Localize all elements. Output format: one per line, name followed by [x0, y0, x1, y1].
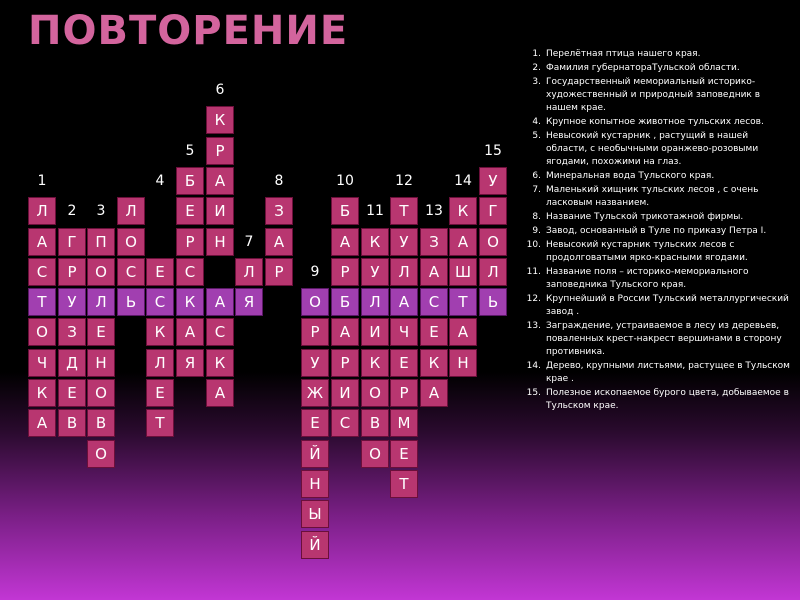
clue-number-label: 2	[67, 203, 77, 219]
crossword-cell: О	[361, 440, 389, 468]
clue-item	[520, 320, 792, 359]
clue-item	[520, 239, 792, 265]
clue-number-label: 14	[454, 173, 472, 189]
clue-text: Название поля – историко-мемориального заповедника Тульского края.	[546, 267, 749, 290]
clue-item	[520, 293, 792, 319]
crossword-cell: Е	[146, 258, 174, 286]
keyword-cell: Т	[449, 288, 477, 316]
clue-text: Невысокий кустарник , растущий в нашей области, с необычными оранжево-розовыми ягодами, похожими на глаз.	[546, 131, 759, 167]
crossword-cell: Л	[146, 349, 174, 377]
clue-number: 1.	[532, 49, 541, 59]
clue-number-label: 13	[425, 203, 443, 219]
clue-number-label: 8	[274, 173, 284, 189]
clue-item	[520, 266, 792, 292]
crossword-cell: О	[28, 318, 56, 346]
keyword-cell: Ь	[117, 288, 145, 316]
crossword-cell: Е	[390, 349, 418, 377]
clue-number: 11.	[526, 267, 541, 277]
clue-number-label: 5	[185, 143, 195, 159]
crossword-cell: К	[28, 379, 56, 407]
crossword-cell: Р	[331, 349, 359, 377]
crossword-cell: Л	[390, 258, 418, 286]
crossword-cell: Л	[479, 258, 507, 286]
clue-text: Дерево, крупными листьями, растущее в Тульском крае .	[546, 361, 790, 384]
crossword-cell: О	[87, 258, 115, 286]
crossword-cell: А	[331, 228, 359, 256]
crossword-cell: Л	[28, 197, 56, 225]
crossword-cell: Г	[58, 228, 86, 256]
crossword-cell: Н	[449, 349, 477, 377]
crossword-cell: О	[87, 379, 115, 407]
clue-item	[520, 184, 792, 210]
clue-list	[520, 48, 792, 414]
crossword-cell: Ы	[301, 500, 329, 528]
clue-item	[520, 225, 792, 238]
clue-text: Заграждение, устраиваемое в лесу из деревьев, поваленных крест-накрест вершинами в сторону противника.	[546, 321, 782, 357]
clue-number-label: 12	[395, 173, 413, 189]
crossword-cell: Ч	[28, 349, 56, 377]
crossword-cell: З	[58, 318, 86, 346]
clue-number: 6.	[532, 171, 541, 181]
keyword-cell: А	[206, 288, 234, 316]
crossword-cell: Р	[390, 379, 418, 407]
crossword-cell: С	[206, 318, 234, 346]
crossword-cell: А	[449, 318, 477, 346]
crossword-cell: Т	[390, 197, 418, 225]
crossword-cell: Г	[479, 197, 507, 225]
clue-number-label: 7	[244, 234, 254, 250]
crossword-cell: Е	[58, 379, 86, 407]
crossword-cell: О	[117, 228, 145, 256]
clue-text: Минеральная вода Тульского края.	[546, 171, 715, 181]
clue-text: Название Тульской трикотажной фирмы.	[546, 212, 744, 222]
crossword-cell: А	[449, 228, 477, 256]
clue-number: 8.	[532, 212, 541, 222]
keyword-cell: Л	[87, 288, 115, 316]
crossword-cell: Н	[206, 228, 234, 256]
clue-number-label: 6	[215, 82, 225, 98]
crossword-cell: К	[361, 349, 389, 377]
clue-number: 15.	[526, 388, 541, 398]
clue-number: 2.	[532, 63, 541, 73]
keyword-cell: Ь	[479, 288, 507, 316]
clue-number: 4.	[532, 117, 541, 127]
crossword-cell: О	[87, 440, 115, 468]
crossword-cell: Т	[390, 470, 418, 498]
crossword-cell: О	[361, 379, 389, 407]
crossword-cell: Е	[420, 318, 448, 346]
clue-item	[520, 62, 792, 75]
crossword-cell: Е	[87, 318, 115, 346]
crossword-cell: С	[331, 409, 359, 437]
crossword-cell: А	[265, 228, 293, 256]
clue-text: Фамилия губернатораТульской области.	[546, 63, 740, 73]
crossword-cell: Ч	[390, 318, 418, 346]
crossword-cell: Е	[390, 440, 418, 468]
crossword-cell: К	[146, 318, 174, 346]
clue-text: Перелётная птица нашего края.	[546, 49, 701, 59]
crossword-cell: З	[265, 197, 293, 225]
crossword-cell: Й	[301, 531, 329, 559]
crossword-cell: Л	[117, 197, 145, 225]
crossword-cell: Л	[235, 258, 263, 286]
keyword-cell: К	[176, 288, 204, 316]
crossword-cell: У	[361, 258, 389, 286]
crossword-cell: А	[28, 409, 56, 437]
clue-text: Невысокий кустарник тульских лесов с продолговатыми ярко-красными ягодами.	[546, 240, 748, 263]
crossword-cell: С	[176, 258, 204, 286]
clue-number-label: 4	[155, 173, 165, 189]
clue-number-label: 3	[96, 203, 106, 219]
crossword-cell: И	[206, 197, 234, 225]
crossword-cell: Й	[301, 440, 329, 468]
crossword-cell: Д	[58, 349, 86, 377]
crossword-cell: Р	[331, 258, 359, 286]
crossword-cell: А	[28, 228, 56, 256]
crossword-cell: О	[479, 228, 507, 256]
keyword-cell: С	[420, 288, 448, 316]
crossword-cell: В	[361, 409, 389, 437]
crossword-cell: А	[331, 318, 359, 346]
crossword-cell: В	[58, 409, 86, 437]
clue-number: 14.	[526, 361, 541, 371]
crossword-cell: Ж	[301, 379, 329, 407]
clue-number-label: 10	[336, 173, 354, 189]
crossword-cell: К	[361, 228, 389, 256]
crossword-cell: Р	[265, 258, 293, 286]
crossword-cell: Е	[176, 197, 204, 225]
crossword-cell: Р	[176, 228, 204, 256]
clue-text: Государственный мемориальный историко-художественный и природный заповедник в нашем крае.	[546, 77, 761, 113]
clue-number: 3.	[532, 77, 541, 87]
clue-item	[520, 116, 792, 129]
crossword-cell: С	[28, 258, 56, 286]
crossword-cell: С	[117, 258, 145, 286]
clue-item	[520, 360, 792, 386]
crossword-cell: А	[420, 258, 448, 286]
crossword-cell: Н	[87, 349, 115, 377]
keyword-cell: О	[301, 288, 329, 316]
clue-number: 12.	[526, 294, 541, 304]
clue-number-label: 11	[366, 203, 384, 219]
crossword-cell: Б	[331, 197, 359, 225]
crossword-cell: У	[479, 167, 507, 195]
clue-number: 10.	[526, 240, 541, 250]
crossword-cell: И	[361, 318, 389, 346]
keyword-cell: У	[58, 288, 86, 316]
crossword-cell: Р	[58, 258, 86, 286]
crossword-cell: К	[206, 106, 234, 134]
crossword-cell: У	[301, 349, 329, 377]
crossword-cell: К	[206, 349, 234, 377]
crossword-cell: З	[420, 228, 448, 256]
crossword-cell: У	[390, 228, 418, 256]
keyword-cell: Я	[235, 288, 263, 316]
clue-item	[520, 76, 792, 115]
crossword-cell: Н	[301, 470, 329, 498]
crossword-cell: Б	[176, 167, 204, 195]
clue-number: 7.	[532, 185, 541, 195]
page-title: ПОВТОРЕНИЕ	[28, 8, 349, 54]
clue-text: Крупнейший в России Тульский металлургический завод .	[546, 294, 789, 317]
keyword-cell: С	[146, 288, 174, 316]
crossword-cell: В	[87, 409, 115, 437]
crossword-cell: Я	[176, 349, 204, 377]
clue-number: 5.	[532, 131, 541, 141]
crossword-cell: М	[390, 409, 418, 437]
clue-text: Полезное ископаемое бурого цвета, добываемое в Тульском крае.	[546, 388, 789, 411]
crossword-cell: Е	[146, 379, 174, 407]
keyword-cell: А	[390, 288, 418, 316]
keyword-cell: Б	[331, 288, 359, 316]
crossword-cell: А	[420, 379, 448, 407]
clue-number-label: 15	[484, 143, 502, 159]
crossword-cell: А	[206, 379, 234, 407]
clue-item	[520, 48, 792, 61]
crossword-cell: Р	[301, 318, 329, 346]
crossword-cell: Т	[146, 409, 174, 437]
crossword-cell: Ш	[449, 258, 477, 286]
clue-item	[520, 387, 792, 413]
clue-number-label: 1	[37, 173, 47, 189]
clue-text: Крупное копытное животное тульских лесов.	[546, 117, 764, 127]
crossword-cell: А	[206, 167, 234, 195]
crossword-cell: И	[331, 379, 359, 407]
clue-number: 13.	[526, 321, 541, 331]
keyword-cell: Л	[361, 288, 389, 316]
clue-text: Завод, основанный в Туле по приказу Петра I.	[546, 226, 767, 236]
clue-item	[520, 170, 792, 183]
crossword-cell: А	[176, 318, 204, 346]
crossword-cell: П	[87, 228, 115, 256]
clue-number-label: 9	[310, 264, 320, 280]
clue-item	[520, 211, 792, 224]
crossword-cell: К	[449, 197, 477, 225]
crossword-cell: Е	[301, 409, 329, 437]
clue-item	[520, 130, 792, 169]
clue-number: 9.	[532, 226, 541, 236]
crossword-cell: К	[420, 349, 448, 377]
keyword-cell: Т	[28, 288, 56, 316]
clue-text: Маленький хищник тульских лесов , с очень ласковым названием.	[546, 185, 759, 208]
crossword-cell: Р	[206, 137, 234, 165]
